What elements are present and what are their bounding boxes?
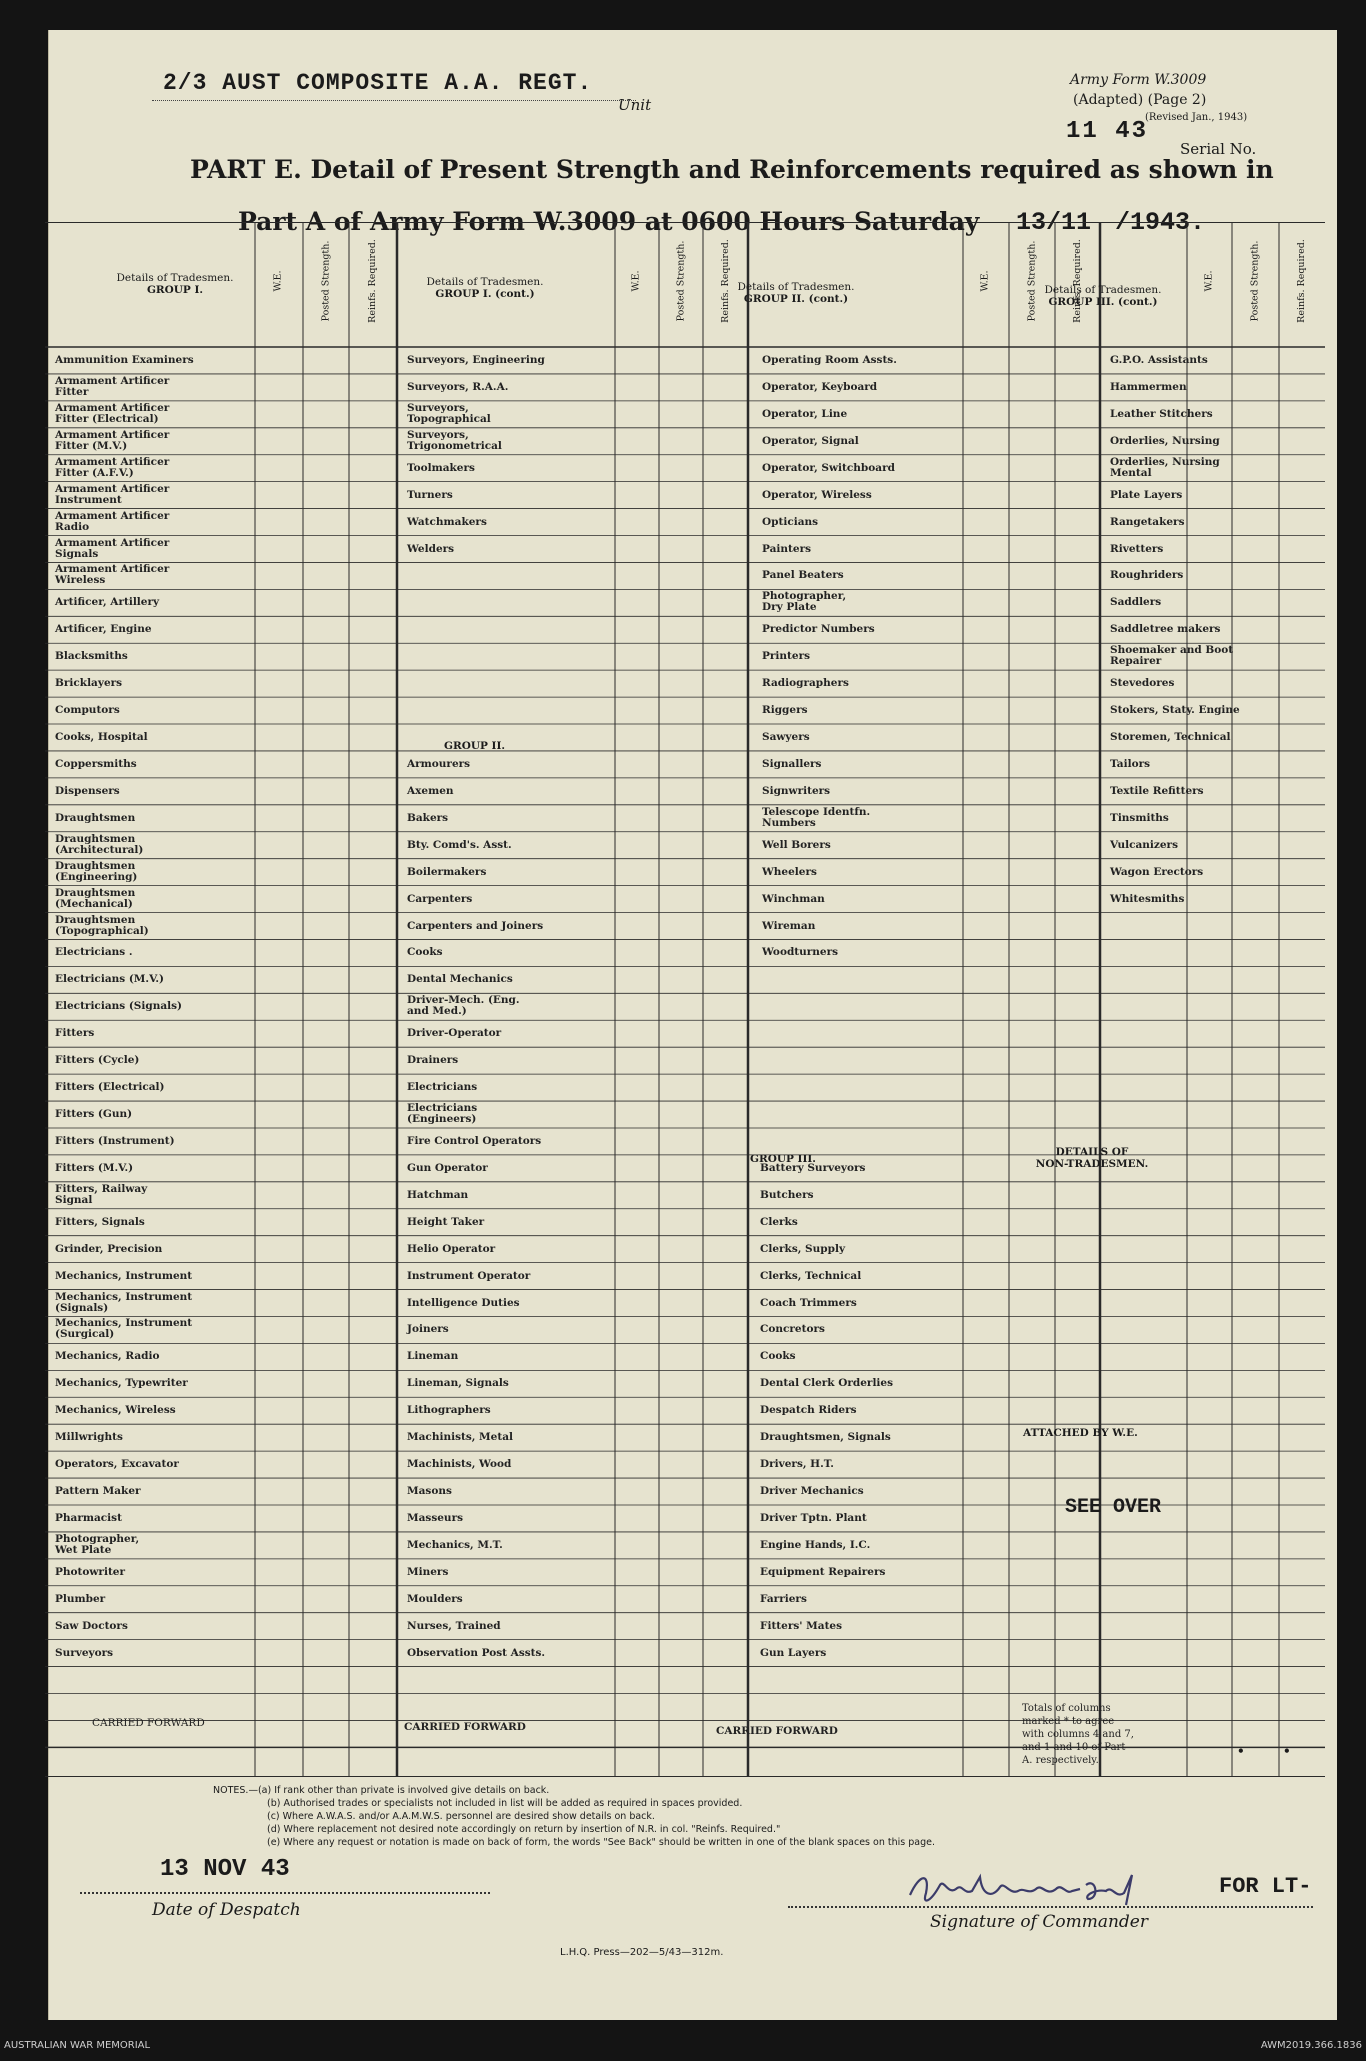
trade-row-col3: Panel Beaters — [762, 569, 844, 582]
trade-row-col1: Draughtsmen — [55, 811, 136, 824]
trade-row-col1: Artificer, Engine — [55, 623, 152, 636]
trade-row-col1: Electricians (Signals) — [55, 1000, 183, 1013]
trade-row-col2: Dental Mechanics — [407, 973, 513, 986]
title-date: 13/11 — [1016, 208, 1092, 237]
trade-row-col2: Machinists, Metal — [407, 1431, 513, 1444]
trade-row-col1: Bricklayers — [55, 677, 123, 690]
trade-row-col1: Blacksmiths — [55, 650, 128, 663]
trade-row-col1: Armament Artificer Wireless — [55, 563, 170, 587]
trade-row-col3: Wheelers — [762, 865, 817, 878]
trade-row-col1: Mechanics, Typewriter — [55, 1377, 188, 1390]
col4-posted-header — [1249, 242, 1263, 320]
trade-row-col4: G.P.O. Assistants — [1110, 354, 1208, 366]
trade-row-col2: Carpenters and Joiners — [407, 919, 544, 932]
trade-row-col1: Mechanics, Wireless — [55, 1404, 176, 1417]
trade-row-col2: Surveyors, Engineering — [407, 354, 545, 366]
trade-row-col1: Electricians (M.V.) — [55, 973, 165, 986]
trade-row-col3: Clerks — [760, 1215, 798, 1228]
trade-row-col1: Fitters, Signals — [55, 1215, 145, 1228]
col3-details-header: Details of Tradesmen. GROUP II. (cont.) — [737, 281, 855, 305]
trade-row-col3: Cooks — [760, 1350, 796, 1363]
trade-row-col1: Fitters (Gun) — [55, 1108, 133, 1121]
trade-row-col2: Height Taker — [407, 1215, 485, 1228]
trade-row-col1: Computors — [55, 704, 120, 717]
trade-row-col2: Machinists, Wood — [407, 1458, 512, 1471]
trade-row-col1: Dispensers — [55, 784, 120, 797]
signature-stamp: FOR LT- — [1219, 1874, 1312, 1899]
trade-row-col4: Wagon Erectors — [1110, 865, 1204, 878]
trade-row-col1: Fitters (Cycle) — [55, 1054, 140, 1067]
note-b: (b) Authorised trades or specialists not included in list will be added as required in spaces provided. — [267, 1798, 743, 1809]
form-revised: (Revised Jan., 1943) — [1145, 112, 1248, 123]
attached-by-we-label: ATTACHED BY W.E. — [1023, 1427, 1138, 1439]
title-year: /1943. — [1115, 208, 1206, 237]
trade-row-col1: Armament Artificer Instrument — [55, 482, 170, 506]
trade-row-col1: Fitters (M.V.) — [55, 1161, 134, 1174]
col1-details-header: Details of Tradesmen. GROUP I. — [116, 272, 234, 296]
trade-row-col4: Saddlers — [1110, 596, 1162, 609]
trade-row-col4: Tailors — [1110, 757, 1151, 770]
col2-posted-header-text: Posted Strength. — [675, 240, 687, 322]
trade-row-col3: Radiographers — [762, 677, 849, 690]
trade-row-col2: Lineman — [407, 1350, 459, 1363]
unit-dotted-line — [152, 100, 636, 101]
col2-carried-forward: CARRIED FORWARD — [404, 1721, 526, 1733]
trade-row-col3: Equipment Repairers — [760, 1565, 886, 1578]
trade-row-col3: Butchers — [760, 1188, 814, 1201]
trade-row-col2: Lineman, Signals — [407, 1377, 509, 1390]
trade-row-col4: Textile Refitters — [1110, 784, 1204, 797]
trade-row-col4: Shoemaker and Boot Repairer — [1110, 644, 1234, 668]
trade-row-col4: Storemen, Technical — [1110, 731, 1231, 744]
trade-row-col3: Dental Clerk Orderlies — [760, 1377, 894, 1390]
trade-row-col1: Draughtsmen (Mechanical) — [55, 886, 136, 910]
trade-row-col1: Ammunition Examiners — [55, 354, 194, 366]
trade-row-col2: Masons — [407, 1485, 452, 1498]
page-title-line-1: PART E. Detail of Present Strength and Reinforcements required as shown in — [190, 155, 1274, 184]
trade-row-col2: Intelligence Duties — [407, 1296, 520, 1309]
trade-row-col1: Coppersmiths — [55, 757, 137, 770]
trade-row-col3: Woodturners — [762, 946, 839, 959]
col2-reinf-header-text: Reinfs. Required. — [719, 239, 731, 323]
trade-row-col3: Telescope Identfn. Numbers — [762, 805, 871, 829]
trade-row-col2: Surveyors, Topographical — [407, 401, 491, 425]
trade-row-col2: Hatchman — [407, 1188, 469, 1201]
trade-row-col2: Cooks — [407, 946, 443, 959]
trade-row-col2: Bakers — [407, 811, 449, 824]
note-d: (d) Where replacement not desired note accordingly on return by insertion of N.R. in col. "Reinfs. Required." — [267, 1824, 781, 1835]
trade-row-col2: Electricians — [407, 1081, 478, 1094]
trade-row-col3: Operator, Keyboard — [762, 380, 878, 393]
trade-row-col2: Driver-Operator — [407, 1027, 502, 1040]
col1-reinf-header-text: Reinfs. Required. — [367, 239, 379, 323]
trade-row-col2: Axemen — [407, 784, 454, 797]
trade-row-col2: Observation Post Assts. — [407, 1646, 546, 1659]
col3-we-header-text: W.E. — [980, 270, 992, 292]
col4-posted-header-text: Posted Strength. — [1249, 240, 1261, 322]
trade-row-col1: Cooks, Hospital — [55, 731, 148, 744]
signature-line — [788, 1906, 1313, 1908]
trade-row-col1: Draughtsmen (Engineering) — [55, 859, 138, 883]
trade-row-col3: Predictor Numbers — [762, 623, 875, 636]
trade-row-col2: Instrument Operator — [407, 1269, 531, 1282]
trade-row-col1: Armament Artificer Fitter (M.V.) — [55, 428, 170, 452]
trade-row-col4: Orderlies, Nursing — [1110, 434, 1220, 447]
trade-row-col3: Concretors — [760, 1323, 825, 1336]
totals-asterisk-1: • — [1237, 1744, 1245, 1758]
trade-row-col1: Saw Doctors — [55, 1619, 128, 1632]
col4-reinf-header-text: Reinfs. Required. — [1296, 239, 1308, 323]
trade-row-col1: Pattern Maker — [55, 1485, 141, 1498]
signature-label: Signature of Commander — [930, 1912, 1148, 1932]
trade-row-col1: Armament Artificer Fitter (Electrical) — [55, 401, 170, 425]
trade-row-col2: Boilermakers — [407, 865, 487, 878]
trade-row-col2: Turners — [407, 488, 453, 501]
trade-row-col1: Pharmacist — [55, 1511, 122, 1524]
despatch-date-line — [80, 1892, 490, 1894]
trade-row-col4: Plate Layers — [1110, 488, 1183, 501]
see-over-stamp: SEE OVER — [1065, 1496, 1162, 1519]
trade-row-col2: Driver-Mech. (Eng. and Med.) — [407, 994, 520, 1018]
trade-row-col3: Printers — [762, 650, 811, 663]
trade-row-col3: Clerks, Supply — [760, 1242, 846, 1255]
trade-row-col1: Mechanics, Radio — [55, 1350, 160, 1363]
despatch-date-label: Date of Despatch — [152, 1900, 301, 1920]
note-e: (e) Where any request or notation is made on back of form, the words "See Back" should be written in one of the blank spaces on this page. — [267, 1837, 935, 1848]
trade-row-col3: Operator, Wireless — [762, 488, 872, 501]
trade-row-col4: Rangetakers — [1110, 515, 1185, 528]
trade-row-col1: Fitters (Electrical) — [55, 1081, 165, 1094]
trade-row-col3: Drivers, H.T. — [760, 1458, 834, 1471]
trade-row-col2: Drainers — [407, 1054, 459, 1067]
col3-group-iii-label: GROUP III. — [750, 1153, 816, 1165]
trade-row-col1: Surveyors — [55, 1646, 114, 1659]
trade-row-col4: Roughriders — [1110, 569, 1184, 582]
trade-row-col4: Leather Stitchers — [1110, 407, 1213, 420]
trade-row-col4: Stevedores — [1110, 677, 1175, 690]
col3-posted-header — [1025, 242, 1039, 320]
trade-row-col2: Mechanics, M.T. — [407, 1538, 503, 1551]
trade-row-col4: Vulcanizers — [1110, 838, 1179, 851]
trade-row-col1: Armament Artificer Signals — [55, 536, 170, 560]
serial-number: 11 43 — [1066, 118, 1149, 145]
despatch-date: 13 NOV 43 — [160, 1856, 290, 1883]
trade-row-col3: Signallers — [762, 757, 822, 770]
col2-we-header-text: W.E. — [631, 270, 643, 292]
trade-row-col3: Gun Layers — [760, 1646, 827, 1659]
col4-details-header: Details of Tradesmen. GROUP III. (cont.) — [1044, 284, 1162, 308]
col1-carried-forward: CARRIED FORWARD — [92, 1717, 205, 1729]
trade-row-col3: Wireman — [762, 919, 816, 932]
col2-posted-header — [674, 242, 688, 320]
col3-we-header — [979, 242, 993, 320]
trade-row-col2: Bty. Comd's. Asst. — [407, 838, 512, 851]
col2-group-ii-label: GROUP II. — [444, 740, 506, 752]
trade-row-col1: Operators, Excavator — [55, 1458, 179, 1471]
col1-posted-header-text: Posted Strength. — [320, 240, 332, 322]
trade-row-col2: Gun Operator — [407, 1161, 488, 1174]
trade-row-col2: Lithographers — [407, 1404, 491, 1417]
non-tradesmen-label: DETAILS OF NON-TRADESMEN. — [1035, 1146, 1149, 1170]
serial-label: Serial No. — [1180, 140, 1257, 158]
archive-id: AWM2019.366.1836 — [1260, 2040, 1362, 2051]
col2-we-header — [630, 242, 644, 320]
trade-row-col2: Watchmakers — [407, 515, 487, 528]
trade-row-col2: Toolmakers — [407, 461, 475, 474]
trade-row-col2: Carpenters — [407, 892, 473, 905]
trade-row-col2: Armourers — [407, 757, 471, 770]
trade-row-col3: Sawyers — [762, 731, 810, 744]
note-c: (c) Where A.W.A.S. and/or A.A.M.W.S. personnel are desired show details on back. — [267, 1811, 655, 1822]
col4-we-header-text: W.E. — [1203, 270, 1215, 292]
trade-row-col2: Surveyors, Trigonometrical — [407, 428, 502, 452]
trade-row-col2: Miners — [407, 1565, 449, 1578]
trade-row-col2: Moulders — [407, 1592, 463, 1605]
trade-row-col3: Signwriters — [762, 784, 831, 797]
form-adapted: (Adapted) (Page 2) — [1073, 92, 1207, 108]
trade-row-col3: Fitters' Mates — [760, 1619, 843, 1632]
trade-row-col4: Stokers, Staty. Engine — [1110, 704, 1240, 717]
trade-row-col3: Draughtsmen, Signals — [760, 1431, 891, 1444]
trade-row-col1: Armament Artificer Fitter (A.F.V.) — [55, 455, 170, 479]
trade-row-col3: Clerks, Technical — [760, 1269, 862, 1282]
trade-row-col3: Riggers — [762, 704, 808, 717]
trade-row-col2: Joiners — [407, 1323, 449, 1336]
col3-posted-header-text: Posted Strength. — [1026, 240, 1038, 322]
unit-name: 2/3 AUST COMPOSITE A.A. REGT. — [163, 70, 593, 96]
printer-imprint: L.H.Q. Press—202—5/43—312m. — [560, 1947, 724, 1958]
trade-row-col2: Helio Operator — [407, 1242, 496, 1255]
trade-row-col1: Photographer, Wet Plate — [55, 1532, 140, 1556]
trade-row-col1: Draughtsmen (Topographical) — [55, 913, 149, 937]
trade-row-col2: Fire Control Operators — [407, 1134, 542, 1147]
trade-row-col2: Masseurs — [407, 1511, 464, 1524]
col1-we-header-text: W.E. — [273, 270, 285, 292]
trade-row-col4: Tinsmiths — [1110, 811, 1169, 824]
trade-row-col3: Driver Mechanics — [760, 1485, 864, 1498]
trade-row-col3: Engine Hands, I.C. — [760, 1538, 871, 1551]
trade-row-col2: Nurses, Trained — [407, 1619, 501, 1632]
trade-row-col1: Fitters (Instrument) — [55, 1134, 175, 1147]
trade-row-col3: Farriers — [760, 1592, 807, 1605]
trade-row-col3: Despatch Riders — [760, 1404, 857, 1417]
trade-row-col4: Whitesmiths — [1110, 892, 1185, 905]
trade-row-col1: Photowriter — [55, 1565, 126, 1578]
trade-row-col1: Mechanics, Instrument (Surgical) — [55, 1317, 193, 1341]
trade-row-col3: Winchman — [762, 892, 825, 905]
col1-reinf-header — [366, 239, 380, 323]
trade-row-col3: Operator, Switchboard — [762, 461, 895, 474]
unit-label: Unit — [618, 96, 652, 114]
trade-row-col3: Battery Surveyors — [760, 1161, 866, 1174]
trade-row-col2: Welders — [407, 542, 455, 555]
trade-row-col3: Opticians — [762, 515, 819, 528]
archive-caption: AUSTRALIAN WAR MEMORIAL — [4, 2040, 151, 2051]
col1-posted-header — [319, 242, 333, 320]
trade-row-col4: Rivetters — [1110, 542, 1164, 555]
trade-row-col3: Operator, Line — [762, 407, 848, 420]
trade-row-col2: Surveyors, R.A.A. — [407, 380, 509, 393]
col2-details-header: Details of Tradesmen. GROUP I. (cont.) — [426, 276, 544, 300]
col3-reinf-header — [1071, 239, 1085, 323]
trade-row-col1: Grinder, Precision — [55, 1242, 163, 1255]
col2-reinf-header — [719, 239, 733, 323]
trade-row-col3: Painters — [762, 542, 812, 555]
form-name: Army Form W.3009 — [1070, 72, 1207, 88]
page-title-line-2: Part A of Army Form W.3009 at 0600 Hours Saturday — [238, 207, 980, 236]
note-a: NOTES.—(a) If rank other than private is involved give details on back. — [213, 1785, 550, 1796]
totals-asterisk-2: • — [1283, 1744, 1291, 1758]
trade-row-col1: Artificer, Artillery — [55, 596, 160, 609]
trade-row-col1: Millwrights — [55, 1431, 123, 1444]
col3-reinf-header-text: Reinfs. Required. — [1071, 239, 1083, 323]
trade-row-col1: Fitters — [55, 1027, 95, 1040]
col3-carried-forward: CARRIED FORWARD — [716, 1725, 838, 1737]
trade-row-col2: Electricians (Engineers) — [407, 1102, 478, 1126]
trade-row-col1: Draughtsmen (Architectural) — [55, 832, 144, 856]
trade-row-col1: Mechanics, Instrument (Signals) — [55, 1290, 193, 1314]
trade-row-col4: Orderlies, Nursing Mental — [1110, 455, 1220, 479]
trade-row-col3: Operator, Signal — [762, 434, 859, 447]
trade-row-col3: Well Borers — [762, 838, 831, 851]
trade-row-col3: Photographer, Dry Plate — [762, 590, 847, 614]
trade-row-col3: Coach Trimmers — [760, 1296, 857, 1309]
col4-reinf-header — [1295, 239, 1309, 323]
trade-row-col1: Armament Artificer Fitter — [55, 374, 170, 398]
trade-row-col1: Electricians . — [55, 946, 133, 959]
col4-we-header — [1203, 242, 1217, 320]
trade-row-col4: Hammermen — [1110, 380, 1187, 393]
trade-row-col3: Operating Room Assts. — [762, 354, 897, 366]
trade-row-col4: Saddletree makers — [1110, 623, 1221, 636]
totals-note: Totals of columns marked * to agree with columns 4 and 7, and 1 and 10 of Part A. respectively. — [1022, 1703, 1134, 1766]
trade-row-col1: Fitters, Railway Signal — [55, 1182, 148, 1206]
trade-row-col3: Driver Tptn. Plant — [760, 1511, 867, 1524]
trade-row-col1: Armament Artificer Radio — [55, 509, 170, 533]
col1-we-header — [272, 242, 286, 320]
trade-row-col1: Mechanics, Instrument — [55, 1269, 193, 1282]
trade-row-col1: Plumber — [55, 1592, 106, 1605]
